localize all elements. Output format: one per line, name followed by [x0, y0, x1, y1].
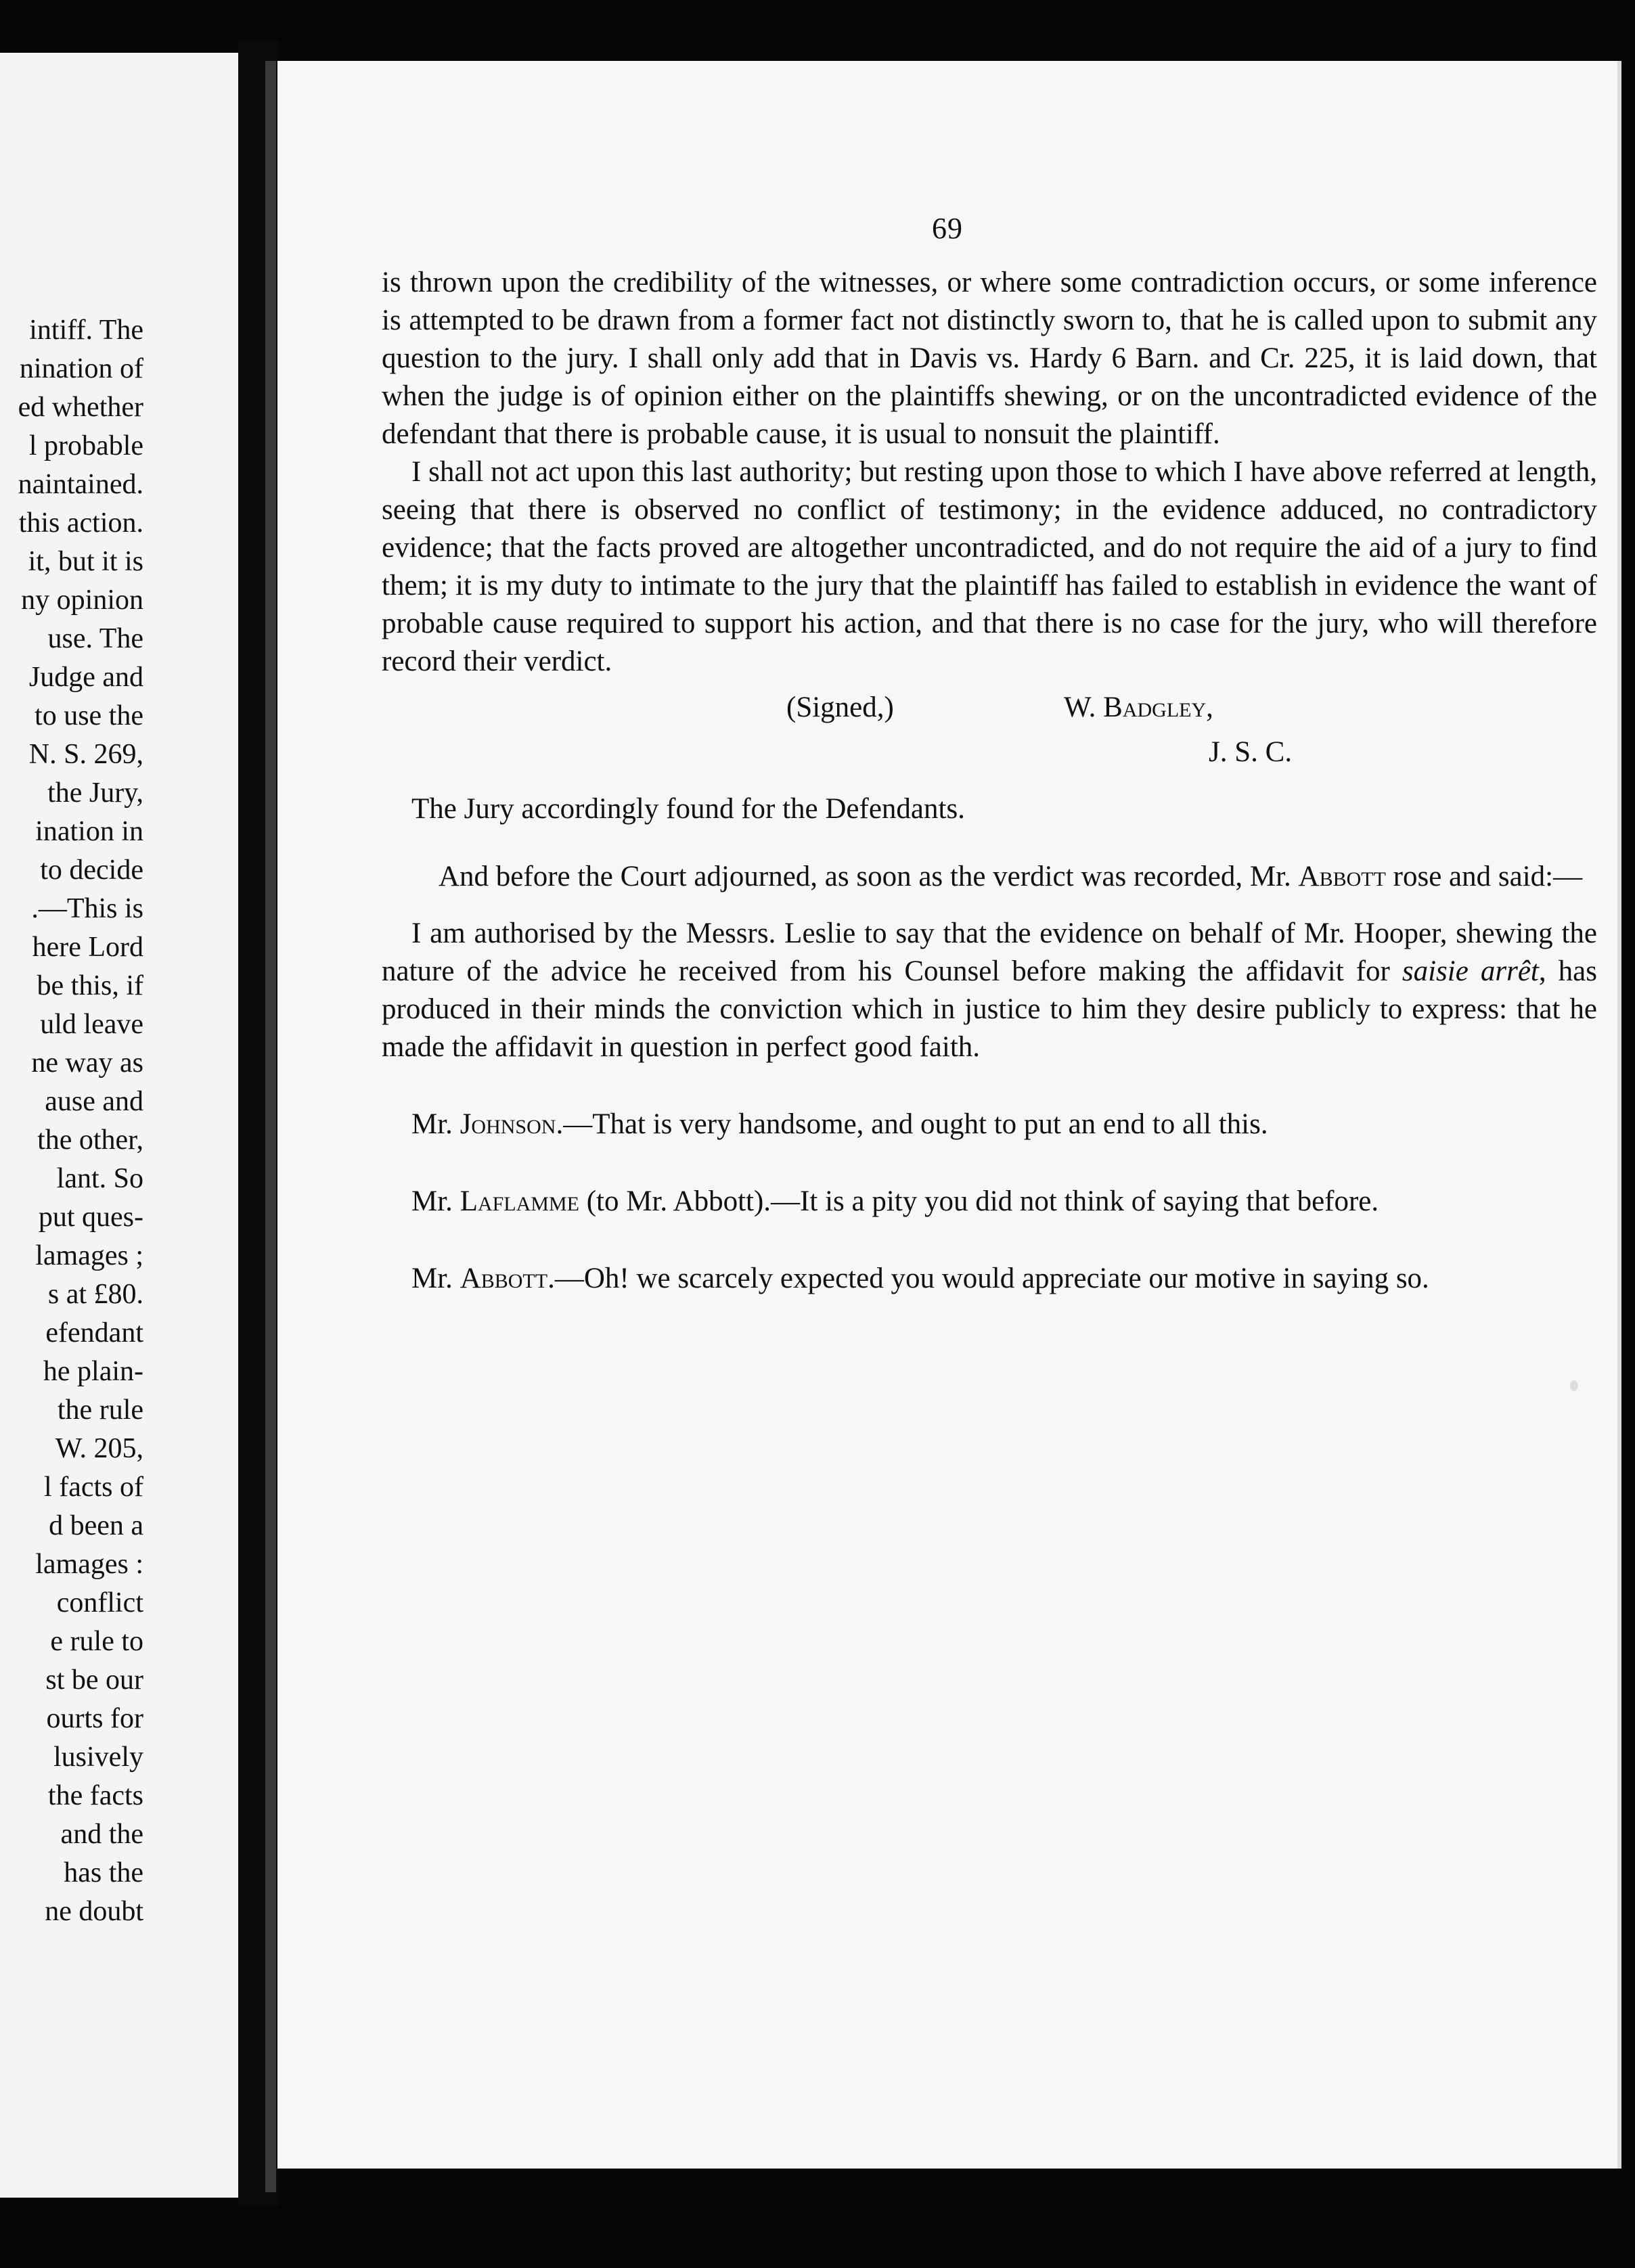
- statement-tail: , has produced in their minds the conviction which in justice to him they desire publicly to express: that he made the affidavit in question in perfect good faith.: [382, 955, 1597, 1063]
- statement-text: I am authorised by the Messrs. Leslie to say that the evidence on behalf of Mr. Hooper, shewing the nature of the advice he received from his Counsel before making the affidavit for: [382, 917, 1597, 987]
- judge-title-line: [382, 733, 1597, 771]
- paragraph-adjourned: [382, 858, 1597, 896]
- paragraph-laflamme: [382, 1183, 1597, 1221]
- paragraph-abbott-reply: [382, 1260, 1597, 1298]
- paragraph-verdict: The Jury accordingly found for the Defendants.: [411, 793, 965, 825]
- paragraph-credibility: is thrown upon the credibility of the witnesses, or where some contradiction occurs, or some inference is attempted to be drawn from a former fact not distinctly sworn to, that he is called upon to submit any question to the jury. I shall only add that in Davis vs. Hardy 6 Barn. and Cr. 225, it is laid down, that when the judge is of opinion either on the plaintiffs shewing, or on the uncontradicted evidence of the defendant that there is probable cause, it is usual to nonsuit the plaintiff.: [382, 267, 1597, 450]
- speaker-abbott: Abbott: [1298, 861, 1386, 892]
- paragraph-abbott-statement: [382, 915, 1597, 1066]
- johnson-remark: .—That is very handsome, and ought to put an end to all this.: [556, 1108, 1268, 1140]
- adjourned-tail: rose and said:—: [1385, 861, 1583, 892]
- right-page: [277, 61, 1621, 2169]
- signed-label: (Signed,): [786, 691, 894, 723]
- johnson-prefix: Mr.: [411, 1108, 460, 1140]
- speaker-johnson: Johnson: [460, 1108, 556, 1140]
- paragraph-johnson: [382, 1106, 1597, 1143]
- saisie-arret-term: saisie arrêt: [1402, 955, 1539, 987]
- paragraph-ruling: I shall not act upon this last authority; but resting upon those to which I have above referred at length, seeing that there is observed no conflict of testimony; in the evidence adduced, no contradictory evidence; that the facts proved are altogether uncontradicted, and do not require the aid of a jury to find them; it is my duty to intimate to the jury that the plaintiff has failed to establish in evidence the want of probable cause required to support his action, and that there is no case for the jury, who will therefore record their verdict.: [382, 456, 1597, 677]
- judge-name: W. Badgley,: [1064, 691, 1213, 723]
- adjourned-text: And before the Court adjourned, as soon as the verdict was recorded, Mr.: [439, 861, 1299, 892]
- page-number: 69: [932, 212, 963, 245]
- speaker-abbott-reply: Abbott: [460, 1263, 548, 1294]
- laflamme-remark: (to Mr. Abbott).—It is a pity you did not think of saying that before.: [579, 1185, 1379, 1217]
- scan-speck: [1570, 1380, 1578, 1391]
- spine-edge: [265, 61, 276, 2192]
- judge-title: J. S. C.: [1209, 736, 1293, 768]
- left-page-text-fragments: intiff. The nination of ed whether l probable naintained. this action. it, but it is ny opinion use. The Judge and to use the N. S. 269, the Jury, ination in to decide .—This is here Lord be this, if uld leave ne way as ause and the other, lant. So put ques- lamages ; s at £80. efendant he plain- the rule W. 205, l facts of d been a lamages : conflict e rule to st be our ourts for lusively the facts and the has the ne doubt: [18, 315, 143, 1927]
- speaker-laflamme: Laflamme: [460, 1185, 579, 1217]
- main-text-column: [382, 264, 1597, 1298]
- left-facing-page: [0, 53, 238, 2198]
- abbott-prefix: Mr.: [411, 1263, 460, 1294]
- abbott-remark: .—Oh! we scarcely expected you would appreciate our motive in saying so.: [547, 1263, 1429, 1294]
- signature-line: [382, 689, 1597, 727]
- laflamme-prefix: Mr.: [411, 1185, 460, 1217]
